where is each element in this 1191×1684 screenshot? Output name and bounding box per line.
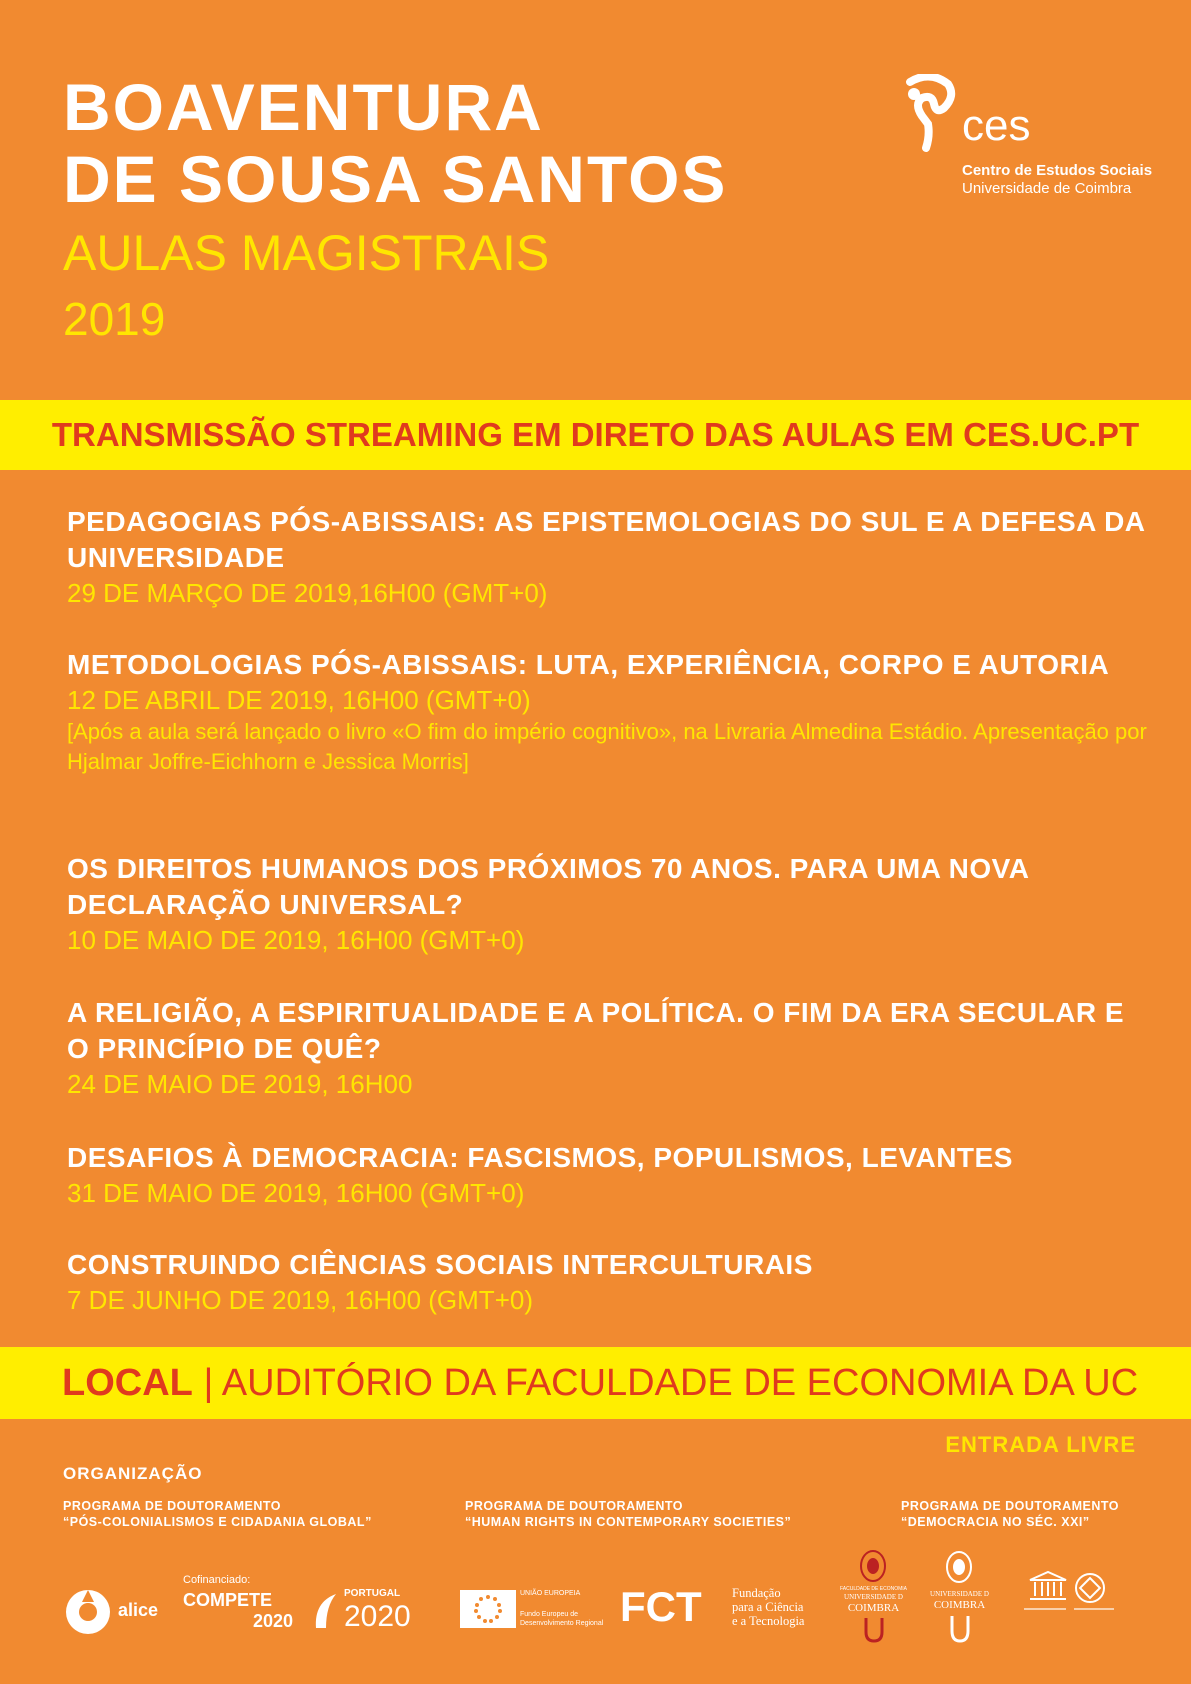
local-line [0, 1347, 1191, 1419]
program-1 [63, 1498, 372, 1530]
uc-coimbra-text: COIMBRA [933, 1599, 986, 1611]
heritage-caption-line [1074, 1608, 1114, 1610]
feuc-uc-text: UNIVERSIDADE D [844, 1593, 903, 1601]
program-3 [901, 1498, 1119, 1530]
fct-text: FCT [620, 1583, 702, 1630]
ces-university: Universidade de Coimbra [962, 180, 1132, 197]
uc-logo [922, 1550, 997, 1650]
cofinanciado-label: Cofinanciado: [183, 1574, 251, 1586]
fct-logo [620, 1583, 820, 1642]
fct-name-line: Fundação [732, 1586, 781, 1600]
uc-text: UNIVERSIDADE D [930, 1590, 989, 1598]
lecture-date: 10 DE MAIO DE 2019, 16H00 (GMT+0) [67, 925, 525, 955]
year: 2019 [63, 293, 166, 345]
ces-mark-icon [900, 74, 960, 154]
ces-abbr: ces [962, 101, 1031, 150]
eu-text: UNIÃO EUROPEIA [520, 1590, 581, 1597]
unesco-temple-icon [1028, 1570, 1068, 1602]
lecture-1 [67, 504, 1147, 610]
eu-logo [460, 1590, 610, 1640]
portugal2020-logo [312, 1588, 447, 1644]
feuc-logo [836, 1550, 911, 1650]
fct-name-line: e a Tecnologia [732, 1614, 805, 1628]
lecture-title: OS DIREITOS HUMANOS DOS PRÓXIMOS 70 ANOS. PARA UMA NOVA DECLARAÇÃO UNIVERSAL? [67, 853, 1029, 920]
feuc-coimbra-text: COIMBRA [847, 1602, 900, 1614]
lecture-date: 12 DE ABRIL DE 2019, 16H00 (GMT+0) [67, 685, 531, 715]
title-line-1: BOAVENTURA [63, 70, 544, 144]
program-line: PROGRAMA DE DOUTORAMENTO [63, 1499, 282, 1513]
feuc-text: FACULDADE DE ECONOMIA [840, 1586, 907, 1592]
lecture-2 [67, 647, 1147, 777]
program-name: “DEMOCRACIA NO SÉC. XXI” [901, 1515, 1090, 1529]
lecture-note: [Após a aula será lançado o livro «O fim do império cognitivo», na Livraria Almedina Estádio. Apresentação por Hjalmar Joffre-Eichhorn e Jessica Morris] [67, 719, 1147, 774]
portugal-mark-icon [312, 1590, 340, 1630]
program-name: “PÓS-COLONIALISMOS E CIDADANIA GLOBAL” [63, 1515, 372, 1529]
program-name: “HUMAN RIGHTS IN CONTEMPORARY SOCIETIES” [465, 1515, 792, 1529]
ces-logo [900, 74, 1153, 204]
local-banner [0, 1347, 1191, 1419]
eu-fund-text: Fundo Europeu de Desenvolvimento Regional [520, 1611, 604, 1627]
local-label: LOCAL [62, 1362, 193, 1404]
unesco-logo [1020, 1570, 1140, 1640]
lecture-6 [67, 1247, 1147, 1317]
alice-logo [62, 1580, 172, 1640]
lecture-date: 31 DE MAIO DE 2019, 16H00 (GMT+0) [67, 1178, 525, 1208]
lecture-title: METODOLOGIAS PÓS-ABISSAIS: LUTA, EXPERIÊNCIA, CORPO E AUTORIA [67, 649, 1110, 680]
lecture-title: DESAFIOS À DEMOCRACIA: FASCISMOS, POPULISMOS, LEVANTES [67, 1142, 1013, 1173]
lecture-3 [67, 851, 1147, 957]
lecture-4 [67, 995, 1147, 1101]
compete-year: 2020 [252, 1611, 293, 1631]
lecture-title: CONSTRUINDO CIÊNCIAS SOCIAIS INTERCULTURAIS [67, 1249, 813, 1280]
organization-title: ORGANIZAÇÃO [63, 1464, 203, 1483]
uc-u-icon [949, 1616, 971, 1644]
portugal-text: PORTUGAL [344, 1588, 401, 1599]
ces-name: Centro de Estudos Sociais [962, 162, 1153, 179]
program-2 [465, 1498, 791, 1530]
lecture-title: PEDAGOGIAS PÓS-ABISSAIS: AS EPISTEMOLOGIAS DO SUL E A DEFESA DA UNIVERSIDADE [67, 506, 1145, 573]
eu-flag-icon [460, 1590, 516, 1628]
world-heritage-icon [1074, 1572, 1106, 1604]
feuc-crest-icon [860, 1550, 886, 1582]
alice-mark-icon [62, 1586, 114, 1638]
compete-logo [183, 1574, 303, 1644]
local-separator: | [203, 1362, 214, 1404]
streaming-banner [0, 400, 1191, 470]
fct-name-line: para a Ciência [732, 1600, 804, 1614]
feuc-u-icon [863, 1618, 885, 1644]
lecture-date: 7 DE JUNHO DE 2019, 16H00 (GMT+0) [67, 1285, 533, 1315]
alice-text: alice [118, 1600, 159, 1620]
lecture-date: 29 DE MARÇO DE 2019,16H00 (GMT+0) [67, 578, 548, 608]
lecture-title: A RELIGIÃO, A ESPIRITUALIDADE E A POLÍTICA. O FIM DA ERA SECULAR E O PRINCÍPIO DE QUÊ? [67, 997, 1125, 1064]
uc-crest-icon [946, 1550, 972, 1584]
compete-text: COMPETE [183, 1590, 273, 1610]
lecture-date: 24 DE MAIO DE 2019, 16H00 [67, 1069, 413, 1099]
lecture-5 [67, 1140, 1147, 1210]
local-venue: AUDITÓRIO DA FACULDADE DE ECONOMIA DA UC [221, 1362, 1139, 1404]
program-line: PROGRAMA DE DOUTORAMENTO [901, 1499, 1120, 1513]
program-line: PROGRAMA DE DOUTORAMENTO [465, 1499, 684, 1513]
subtitle: AULAS MAGISTRAIS [63, 225, 550, 281]
entrada-livre: ENTRADA LIVRE [945, 1432, 1136, 1457]
title-line-2: DE SOUSA SANTOS [63, 142, 728, 216]
streaming-text: TRANSMISSÃO STREAMING EM DIRETO DAS AULAS EM CES.UC.PT [51, 416, 1140, 453]
fct-name [732, 1586, 804, 1628]
portugal-year: 2020 [344, 1600, 411, 1633]
unesco-caption-line [1024, 1608, 1066, 1610]
